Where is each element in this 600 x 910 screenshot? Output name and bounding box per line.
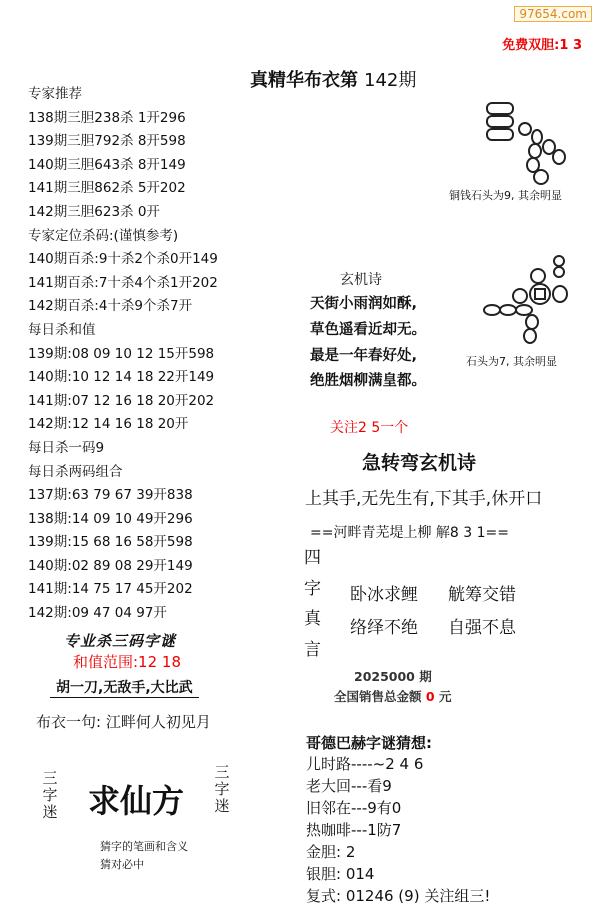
issue-period: 2025000 期	[354, 669, 432, 684]
guess-line: 银胆: 014	[306, 865, 375, 883]
idiom: 络绎不绝	[350, 618, 418, 638]
left-line: 每日杀和值	[28, 321, 96, 338]
idiom: 觥筹交错	[448, 585, 516, 605]
guess-list	[306, 753, 490, 907]
idiom: 卧冰求鲤	[350, 585, 418, 605]
sanzi-right: 三字迷	[214, 763, 230, 815]
left-line: 专家定位杀码:(谨慎参考)	[28, 227, 179, 244]
left-line: 142期百杀:4十杀9个杀7开	[28, 298, 193, 315]
left-line: 140期:02 89 08 29开149	[28, 557, 193, 574]
guess-line: 热咖啡---1防7	[306, 821, 402, 839]
title-text: 真精华布衣第	[250, 70, 358, 91]
shangqi-line: 上其手,无先生有,下其手,休开口	[305, 489, 543, 509]
left-line: 138期三胆238杀 1开296	[28, 109, 186, 126]
poem-line: 最是一年春好处,	[310, 347, 418, 364]
site-watermark[interactable]: 97654.com	[514, 6, 592, 22]
hu-line: 胡一刀,无敌手,大比武	[50, 677, 199, 698]
left-line: 141期:07 12 16 18 20开202	[28, 392, 215, 409]
left-line: 每日杀一码9	[28, 439, 105, 456]
caption-coin: 铜钱石头为9, 其余明显	[449, 189, 562, 202]
guess-line: 金胆: 2	[306, 843, 356, 861]
free-pair: 免费双胆:1 3	[502, 38, 582, 53]
poem	[310, 292, 426, 395]
qiuxianfang: 求仙方	[88, 782, 185, 820]
coin-stone-figure-2	[480, 252, 580, 347]
pro-riddle-heading: 专业杀三码字谜	[64, 632, 177, 650]
left-column	[28, 83, 218, 626]
issue-number: 142期	[364, 70, 417, 91]
left-line: 141期百杀:7十杀4个杀1开202	[28, 274, 218, 291]
sales-total	[334, 687, 451, 705]
coin-stone-figure-1	[475, 95, 570, 190]
left-line: 142期三胆623杀 0开	[28, 203, 160, 220]
goldbach-title: 哥德巴赫字谜猜想:	[306, 734, 432, 752]
left-line: 139期三胆792杀 8开598	[28, 133, 186, 150]
sum-range: 和值范围:12 18	[73, 653, 181, 671]
left-line: 专家推荐	[28, 86, 82, 102]
left-line: 138期:14 09 10 49开296	[28, 510, 193, 527]
left-line: 140期:10 12 14 18 22开149	[28, 369, 215, 386]
xuanji-label: 玄机诗	[340, 272, 382, 288]
guanzhu-line: 关注2 5一个	[330, 420, 409, 436]
left-line: 140期百杀:9十杀2个杀0开149	[28, 251, 218, 268]
left-line: 142期:09 47 04 97开	[28, 605, 167, 622]
left-line: 141期三胆862杀 5开202	[28, 180, 186, 197]
poem-line: 草色遥看近却无。	[310, 321, 426, 338]
left-line: 139期:15 68 16 58开598	[28, 534, 193, 551]
poem-line: 绝胜烟柳满皇都。	[310, 373, 426, 390]
guess-line: 老大回---看9	[306, 777, 392, 795]
left-line: 139期:08 09 10 12 15开598	[28, 345, 215, 362]
guess-line: 儿时路----~2 4 6	[306, 755, 424, 773]
guess-line: 旧邻在---9有0	[306, 799, 402, 817]
sales-prefix: 全国销售总金额	[334, 689, 422, 704]
left-line: 137期:63 79 67 39开838	[28, 487, 193, 504]
guess-line: 复式: 01246 (9) 关注组三!	[306, 887, 491, 905]
left-line: 142期:12 14 16 18 20开	[28, 416, 189, 433]
buyi-line: 布衣一句: 江畔何人初见月	[36, 713, 211, 731]
sanzi-left: 三字迷	[42, 769, 58, 821]
left-line: 140期三胆643杀 8开149	[28, 156, 186, 173]
sizi-vertical: 四字真言	[304, 548, 321, 660]
idiom: 自强不息	[448, 618, 516, 638]
caption-stone: 石头为7, 其余明显	[466, 355, 557, 368]
left-line: 每日杀两码组合	[28, 463, 123, 480]
poem-line: 天街小雨润如酥,	[310, 296, 418, 312]
jizhuanwan-heading: 急转弯玄机诗	[362, 452, 477, 474]
hint-line-2: 猜对必中	[100, 858, 144, 871]
sales-zero: 0	[425, 689, 435, 704]
hint-line-1: 猜字的笔画和含义	[100, 840, 188, 853]
page-title	[250, 66, 416, 92]
sales-suffix: 元	[438, 689, 452, 704]
left-line: 141期:14 75 17 45开202	[28, 581, 193, 598]
hepan-line: ==河畔青芜堤上柳 解8 3 1==	[310, 525, 509, 541]
